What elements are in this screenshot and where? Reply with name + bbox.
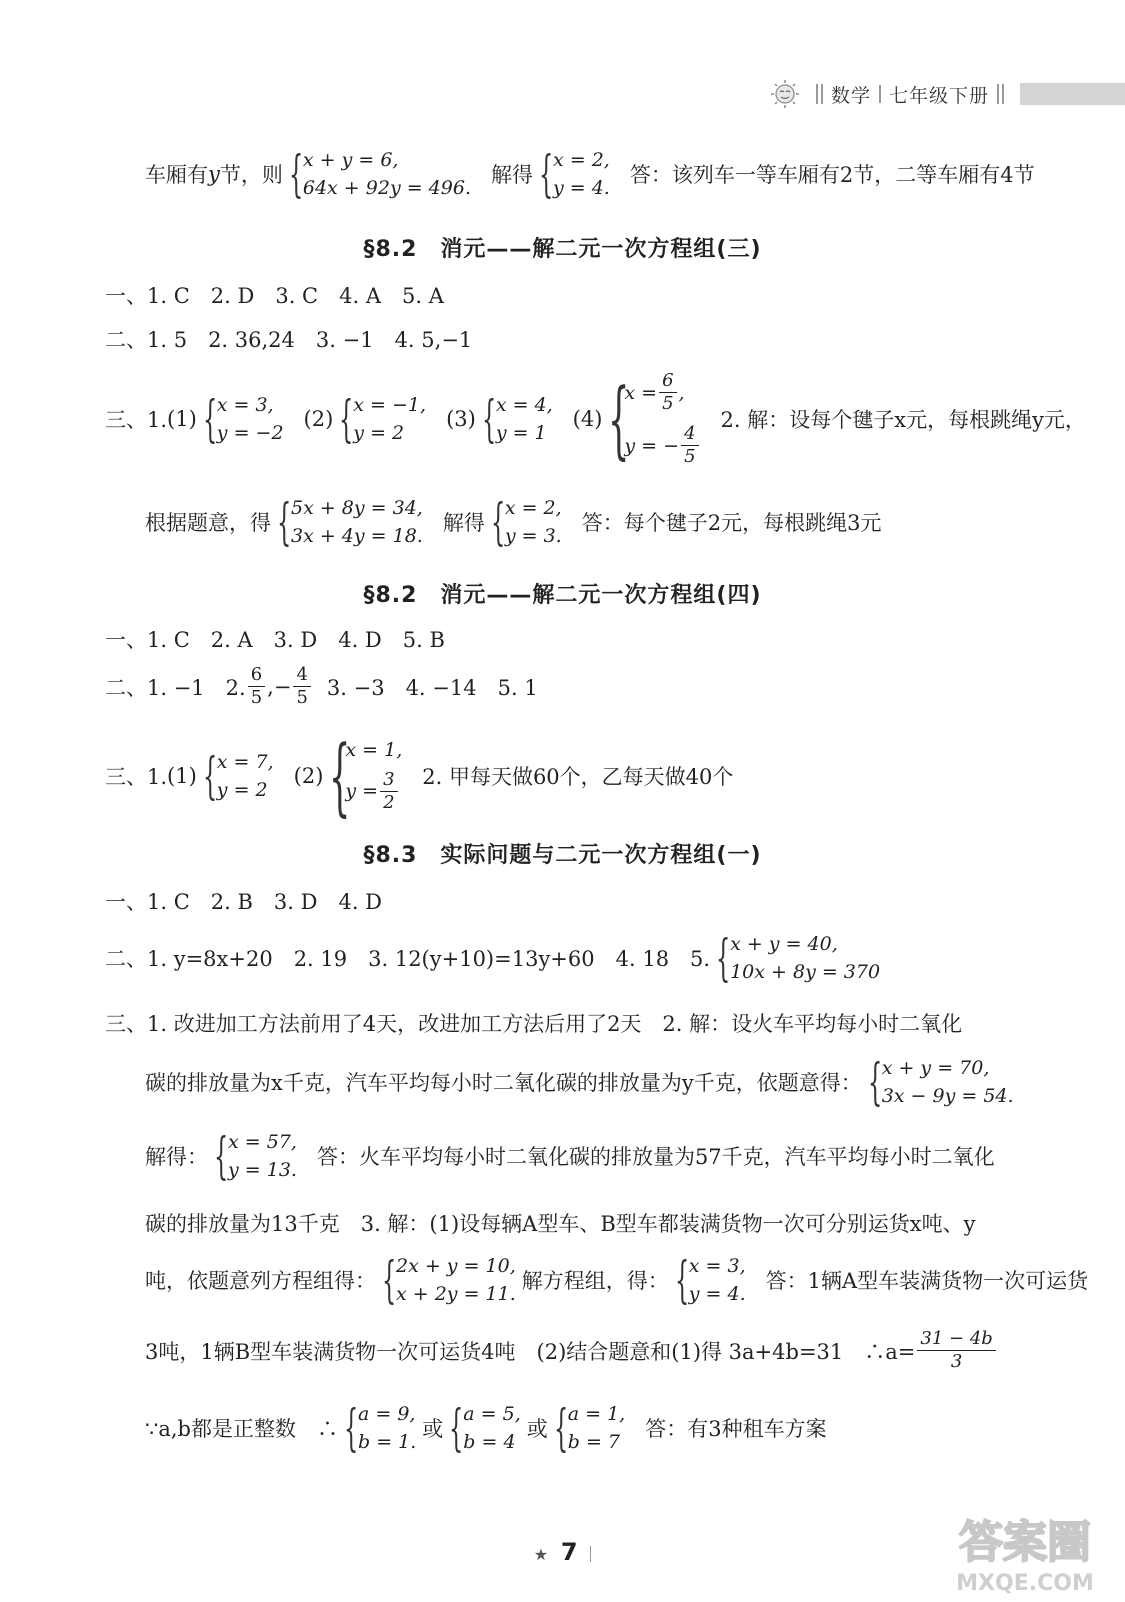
text: 或	[526, 1417, 548, 1441]
answer-line: 一、1. C 2. D 3. C 4. A 5. A	[105, 284, 444, 308]
header-grade: 七年级下册	[889, 84, 990, 107]
fraction: $\frac{4}{5}$	[293, 664, 310, 709]
label: (2)	[303, 407, 334, 431]
equation-system: { x + y = 40, 10x + 8y = 370	[716, 929, 881, 987]
text: 3吨，1辆B型车装满货物一次可运货4吨 (2)结合题意和(1)得 3a+4b=31 ∴a=	[145, 1339, 916, 1364]
star-icon: ★	[533, 1545, 549, 1564]
answer-text: 答：火车平均每小时二氧化碳的排放量为57千克，汽车平均每小时二氧化	[316, 1145, 995, 1169]
text: 三、1.	[105, 765, 168, 789]
eq: x = −1,	[353, 394, 427, 416]
solution-system: { x = 3, y = 4.	[674, 1251, 746, 1309]
intro-line	[145, 146, 1035, 202]
text: 解方程组，得：	[521, 1269, 669, 1293]
answer-text: 答：1辆A型车装满货物一次可运货	[765, 1269, 1089, 1293]
solution-system: { x = 3, y = −2	[202, 390, 284, 448]
solution-system: { a = 5, b = 4	[449, 1399, 521, 1457]
eq: y = 1	[495, 422, 547, 444]
equation-system: { 5x + 8y = 34, 3x + 4y = 18.	[277, 493, 423, 551]
text: 吨，依题意列方程组得：	[145, 1269, 376, 1293]
solution-system: { x = $\frac{6}{5}$ , y = − $\frac{4}{5}$	[608, 370, 700, 468]
eq: b = 7	[567, 1431, 621, 1453]
eq: x + y = 6,	[302, 149, 399, 171]
answer-line	[145, 1252, 1088, 1308]
answer-text: 答：该列车一等车厢有2节，二等车厢有4节	[629, 163, 1035, 187]
watermark	[930, 1502, 1120, 1597]
equation-system: { x + y = 6, 64x + 92y = 496.	[288, 145, 471, 203]
eq: y = 2	[216, 779, 268, 801]
eq: 10x + 8y = 370	[730, 961, 881, 983]
eq: x = 2,	[552, 149, 610, 171]
eq: a = 1,	[567, 1403, 626, 1425]
text: 或	[422, 1417, 444, 1441]
eq: y = 3.	[504, 525, 562, 547]
label: (1)	[167, 764, 197, 788]
text: 解得：	[145, 1145, 208, 1169]
eq: x = 1,	[345, 738, 403, 761]
eq: x = 7,	[216, 751, 274, 773]
answer-text: 答：有3种租车方案	[645, 1417, 827, 1441]
eq: 3x − 9y = 54.	[881, 1085, 1014, 1107]
sun-face-icon	[770, 79, 800, 109]
answer-line: 二、1. 5 2. 36,24 3. −1 4. 5,−1	[105, 328, 473, 352]
eq: a = 5,	[463, 1403, 521, 1425]
answer-line: 一、1. C 2. A 3. D 4. D 5. B	[105, 628, 445, 652]
text: 2. 解：设每个毽子x元，每根跳绳y元，	[720, 408, 1086, 432]
solution-system: { x = 2, y = 4.	[538, 145, 610, 203]
svg-text:MXQE.COM: MXQE.COM	[956, 1571, 1094, 1596]
page-number: 7	[560, 1538, 578, 1566]
eq: 5x + 8y = 34,	[291, 497, 423, 519]
answer-line	[145, 1328, 998, 1373]
header-subject: 数学	[831, 84, 872, 107]
section-title: §8.3 实际问题与二元一次方程组(一)	[363, 843, 762, 868]
text: 节，则	[219, 163, 283, 187]
fraction: $\frac{31 - 4b}{3}$	[917, 1328, 995, 1373]
svg-text:答案圈: 答案圈	[959, 1517, 1091, 1568]
solution-system: { a = 9, b = 1.	[344, 1399, 417, 1457]
answer-line	[105, 370, 1086, 468]
label: (2)	[293, 764, 324, 788]
eq: y = −2	[216, 422, 284, 444]
text: 解得	[490, 163, 533, 187]
eq: x = 57,	[228, 1131, 297, 1153]
answer-line: 碳的排放量为13千克 3. 解：(1)设每辆A型车、B型车都装满货物一次可分别运货x吨、y	[145, 1212, 976, 1236]
text: ,−	[267, 674, 292, 699]
footer-tick	[590, 1546, 591, 1562]
text: 碳的排放量为x千克，汽车平均每小时二氧化碳的排放量为y千克，依题意得：	[145, 1071, 862, 1095]
label: (3)	[446, 407, 476, 431]
text: 三、1.	[105, 408, 168, 432]
eq: x + 2y = 11.	[396, 1283, 516, 1305]
solution-system: { a = 1, b = 7	[553, 1399, 626, 1457]
fraction: $\frac{6}{5}$	[248, 664, 265, 709]
eq: x = 3,	[688, 1255, 746, 1277]
eq: x = $\frac{6}{5}$ ,	[624, 370, 685, 414]
section-title: §8.2 消元——解二元一次方程组(四)	[363, 583, 762, 608]
answer-line	[105, 664, 538, 709]
equation-system: { 2x + y = 10, x + 2y = 11.	[382, 1251, 516, 1309]
solution-system: { x = 4, y = 1	[481, 390, 553, 448]
header-divider	[997, 84, 1004, 104]
eq: x = 2,	[504, 497, 562, 519]
section-title: §8.2 消元——解二元一次方程组(三)	[363, 237, 762, 262]
solution-system: { x = 2, y = 3.	[490, 493, 562, 551]
eq: y = $\frac{3}{2}$	[345, 769, 402, 814]
eq: x = 4,	[495, 394, 553, 416]
text: 车厢有	[145, 163, 208, 187]
label: (1)	[167, 407, 197, 431]
header-separator	[879, 85, 881, 103]
eq: 64x + 92y = 496.	[302, 177, 471, 199]
eq: b = 4	[463, 1431, 516, 1453]
var-y: y	[208, 162, 220, 186]
answer-line: 一、1. C 2. B 3. D 4. D	[105, 890, 383, 914]
eq: 2x + y = 10,	[396, 1255, 516, 1277]
text: 3. −3 4. −14 5. 1	[326, 675, 538, 700]
eq: x = 3,	[216, 394, 274, 416]
equation-system: { x + y = 70, 3x − 9y = 54.	[867, 1053, 1014, 1111]
label: (4)	[572, 407, 603, 431]
answer-line: 三、1. 改进加工方法前用了4天，改进加工方法后用了2天 2. 解：设火车平均每小时二氧化	[105, 1012, 963, 1036]
text: ∵a,b都是正整数 ∴	[145, 1417, 338, 1441]
eq: y = 2	[353, 422, 405, 444]
answer-line	[145, 1400, 827, 1456]
solution-system: { x = −1, y = 2	[339, 390, 427, 448]
eq: b = 1.	[358, 1431, 417, 1453]
answer-text: 2. 甲每天做60个，乙每天做40个	[422, 765, 734, 789]
solution-system: { x = 57, y = 13.	[214, 1127, 297, 1185]
page-header	[770, 76, 1125, 112]
answer-line	[145, 494, 881, 550]
eq: x + y = 40,	[730, 933, 838, 955]
eq: y = − $\frac{4}{5}$	[624, 423, 700, 468]
text: 二、1. y=8x+20 2. 19 3. 12(y+10)=13y+60 4. 18 5.	[105, 947, 711, 971]
solution-system: { x = 7, y = 2	[202, 747, 274, 805]
solution-system: { x = 1, y = $\frac{3}{2}$	[329, 727, 403, 825]
watermark-logo-icon	[930, 1502, 1120, 1597]
answer-line	[105, 930, 886, 986]
header-gray-bar	[1020, 83, 1125, 105]
eq: y = 13.	[228, 1159, 297, 1181]
eq: x + y = 70,	[881, 1057, 990, 1079]
answer-line	[145, 1054, 1020, 1110]
eq: y = 4.	[688, 1283, 746, 1305]
answer-text: 答：每个毽子2元，每根跳绳3元	[581, 511, 882, 535]
text: 解得	[442, 511, 485, 535]
text: 二、1. −1 2.	[105, 675, 246, 700]
answer-line	[145, 1128, 995, 1184]
eq: 3x + 4y = 18.	[291, 525, 423, 547]
header-divider	[816, 84, 823, 104]
eq: y = 4.	[552, 177, 610, 199]
eq: a = 9,	[358, 1403, 416, 1425]
answer-line	[105, 727, 734, 825]
text: 根据题意，得	[145, 511, 271, 535]
